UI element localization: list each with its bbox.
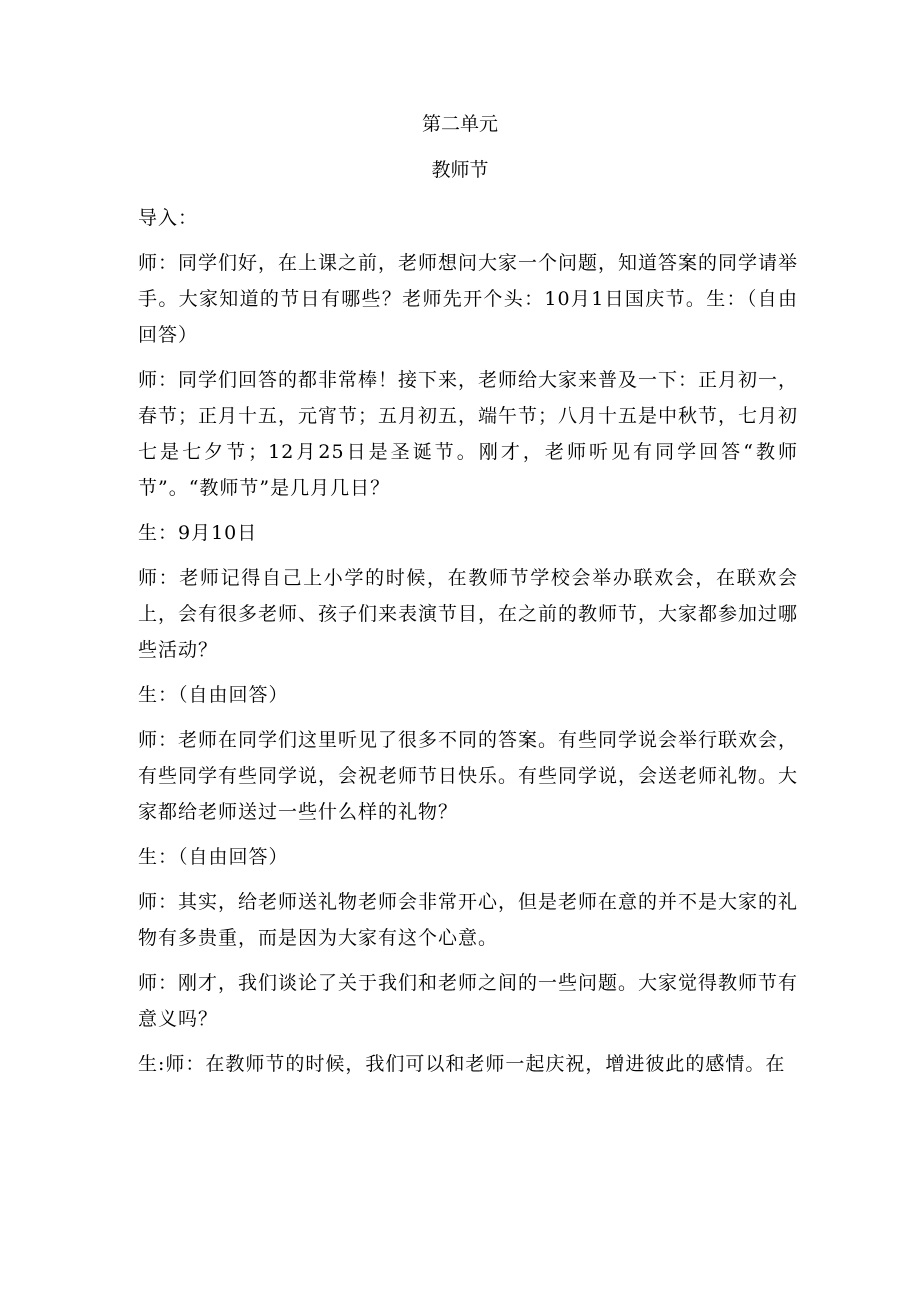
paragraph-student-date: 生：9月10日 (138, 522, 258, 544)
paragraph-teacher-activities: 师：老师记得自己上小学的时候，在教师节学校会举办联欢会，在联欢会上，会有很多老师、孩子们来表演节目，在之前的教师节，大家都参加过哪些活动？ (138, 567, 799, 661)
paragraph-intro-label: 导入： (138, 207, 199, 229)
paragraph-student-free-answer-2: 生：（自由回答） (138, 846, 289, 868)
paragraph-teacher-gifts: 师：其实，给老师送礼物老师会非常开心，但是老师在意的并不是大家的礼物有多贵重，而是因为大家有这个心意。 (138, 891, 799, 949)
lesson-title: 教师节 (431, 159, 489, 181)
paragraph-student-teacher-celebrate: 生:师：在教师节的时候，我们可以和老师一起庆祝，增进彼此的感情。在 (138, 1053, 786, 1075)
paragraph-student-free-answer: 生：（自由回答） (138, 684, 289, 706)
paragraph-teacher-answers: 师：老师在同学们这里听见了很多不同的答案。有些同学说会举行联欢会，有些同学有些同学说，会祝老师节日快乐。有些同学说，会送老师礼物。大家都给老师送过一些什么样的礼物？ (138, 729, 799, 823)
paragraph-teacher-question: 师：同学们好，在上课之前，老师想问大家一个问题，知道答案的同学请举手。大家知道的节日有哪些？老师先开个头：10月1日国庆节。生：（自由回答） (138, 252, 799, 346)
paragraph-teacher-meaning: 师：刚才，我们谈论了关于我们和老师之间的一些问题。大家觉得教师节有意义吗？ (138, 972, 799, 1030)
paragraph-teacher-festivals: 师：同学们回答的都非常棒！接下来，老师给大家来普及一下：正月初一，春节；正月十五，元宵节；五月初五，端午节；八月十五是中秋节，七月初七是七夕节；12月25日是圣诞节。刚才，老师听见有同学回答“教师节”。“教师节”是几月几日？ (138, 369, 799, 499)
unit-title: 第二单元 (421, 113, 498, 135)
document-body (138, 200, 798, 1091)
